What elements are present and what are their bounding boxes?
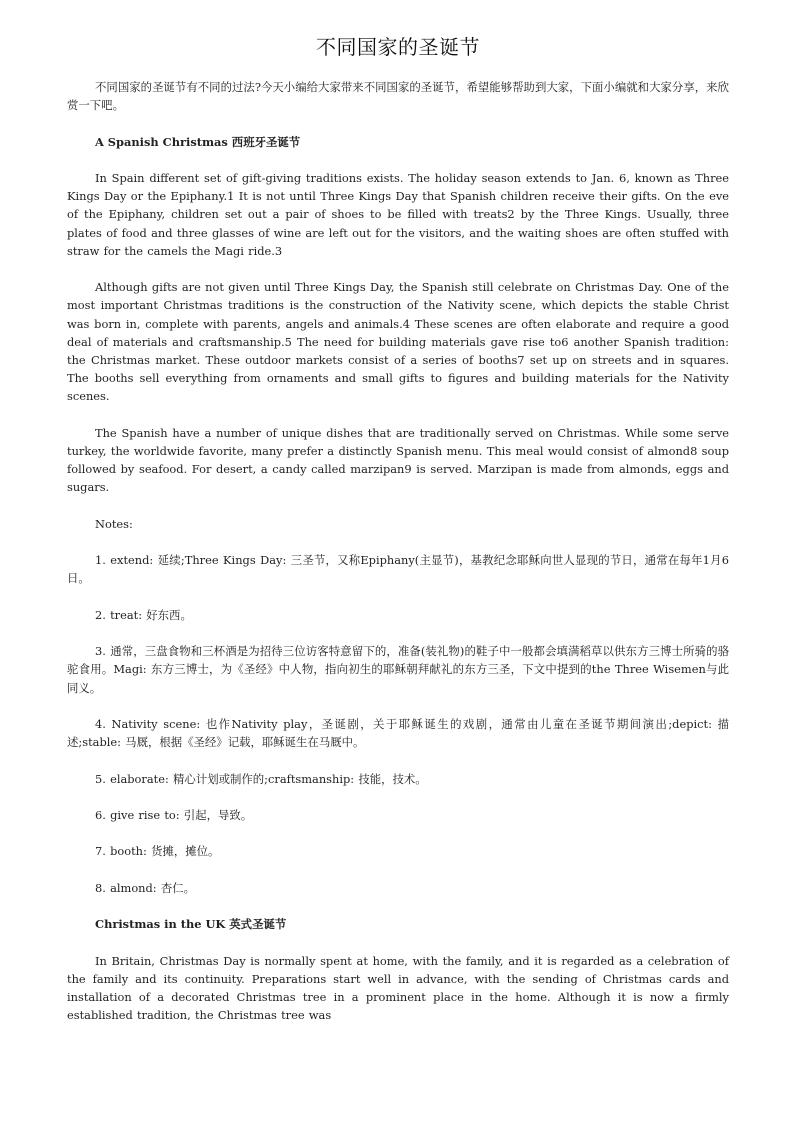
note-4: 4. Nativity scene: 也作Nativity play，圣诞剧，关于耶稣诞生的戏剧，通常由儿童在圣诞节期间演出;depict: 描述;stable: 马厩，根据《圣经》记载，耶稣诞生在马厩中。: [67, 716, 729, 750]
note-2: 2. treat: 好东西。: [95, 607, 192, 622]
note-6: 6. give rise to: 引起，导致。: [95, 807, 253, 822]
document-title: 不同国家的圣诞节: [316, 35, 480, 59]
uk-paragraph-1: In Britain, Christmas Day is normally spent at home, with the family, and it is regarded as a celebration of the family and its continuity. Preparations start well in advance, with the sending of Christmas cards and installation of a decorated Christmas tree in a prominent place in the home. Although it is now a firmly established tradition, the Christmas tree was: [67, 953, 729, 1023]
note-8: 8. almond: 杏仁。: [95, 880, 196, 895]
notes-label: Notes:: [95, 516, 133, 531]
intro-paragraph: 不同国家的圣诞节有不同的过法?今天小编给大家带来不同国家的圣诞节，希望能够帮助到大家，下面小编就和大家分享，来欣赏一下吧。: [67, 80, 729, 113]
note-5: 5. elaborate: 精心计划或制作的;craftsmanship: 技能，技术。: [95, 771, 427, 786]
spanish-paragraph-1: In Spain different set of gift-giving traditions exists. The holiday season extends to Jan. 6, known as Three Kings Day or the Epiphany.1 It is not until Three Kings Day that Spanish children receive their gifts. On the eve of the Epiphany, children set out a pair of shoes to be filled with treats2 by the Three Kings. Usually, three plates of food and three glasses of wine are left out for the visitors, and the waiting shoes are often stuffed with straw for the camels the Magi ride.3: [67, 170, 729, 258]
document-page: [67, 34, 729, 1043]
spanish-paragraph-3: The Spanish have a number of unique dishes that are traditionally served on Christmas. While some serve turkey, the worldwide favorite, many prefer a distinctly Spanish menu. This meal would consist of almond8 soup followed by seafood. For desert, a candy called marzipan9 is served. Marzipan is made from almonds, eggs and sugars.: [67, 425, 729, 495]
spanish-paragraph-2: Although gifts are not given until Three Kings Day, the Spanish still celebrate on Christmas Day. One of the most important Christmas traditions is the construction of the Nativity scene, which depicts the stable Christ was born in, complete with parents, angels and animals.4 These scenes are often elaborate and require a good deal of materials and craftsmanship.5 The need for building materials gave rise to6 another Spanish tradition: the Christmas market. These outdoor markets consist of a series of booths7 set up on streets and in squares. The booths sell everything from ornaments and small gifts to figures and building materials for the Nativity scenes.: [67, 280, 729, 404]
note-3: 3. 通常，三盘食物和三杯酒是为招待三位访客特意留下的，准备(装礼物)的鞋子中一般都会填满稻草以供东方三博士所骑的骆驼食用。Magi: 东方三博士，为《圣经》中人物，指向初生的耶稣朝拜献礼的东方三圣，下文中提到的the Three Wisemen与此同义。: [67, 644, 729, 695]
note-7: 7. booth: 货摊，摊位。: [95, 844, 220, 859]
note-1: 1. extend: 延续;Three Kings Day: 三圣节，又称Epiphany(主显节)，基教纪念耶稣向世人显现的节日，通常在每年1月6日。: [67, 553, 729, 586]
section-heading-spanish: A Spanish Christmas 西班牙圣诞节: [95, 134, 301, 149]
section-heading-uk: Christmas in the UK 英式圣诞节: [95, 917, 287, 932]
